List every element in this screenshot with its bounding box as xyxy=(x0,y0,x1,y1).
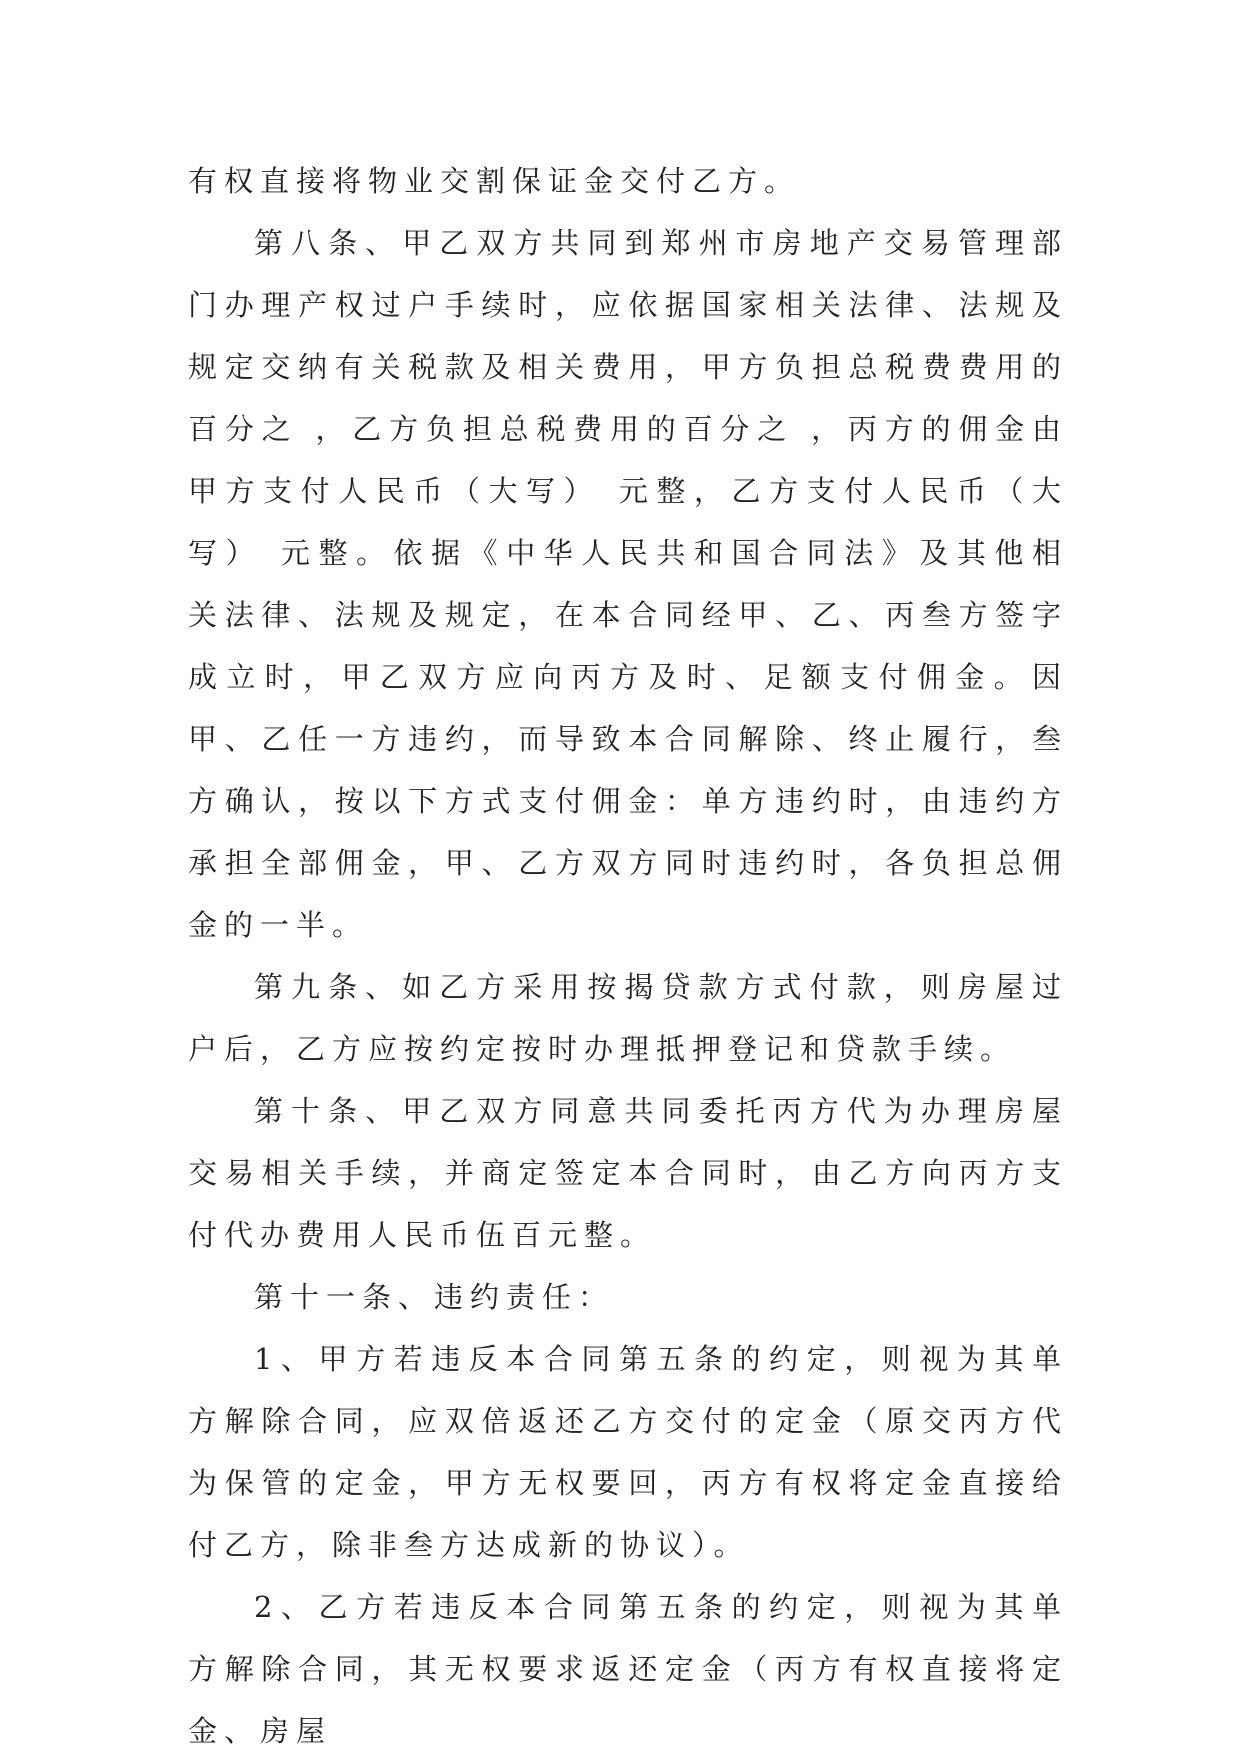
paragraph-article-8: 第八条、甲乙双方共同到郑州市房地产交易管理部门办理产权过户手续时，应依据国家相关法律、法规及规定交纳有关税款及相关费用，甲方负担总税费费用的百分之 ，乙方负担总税费用的百分之 ，丙方的佣金由甲方支付人民币（大写） 元整，乙方支付人民币（大写） 元整。依据《中华人民共和国合同法》及其他相关法律、法规及规定，在本合同经甲、乙、丙叁方签字成立时，甲乙双方应向丙方及时、足额支付佣金。因甲、乙任一方违约，而导致本合同解除、终止履行，叁方确认，按以下方式支付佣金：单方违约时，由违约方承担全部佣金，甲、乙方双方同时违约时，各负担总佣金的一半。 xyxy=(188,226,1068,942)
contract-text xyxy=(188,150,1068,1762)
paragraph-continuation: 有权直接将物业交割保证金交付乙方。 xyxy=(188,164,801,198)
paragraph-article-10: 第十条、甲乙双方同意共同委托丙方代为办理房屋交易相关手续，并商定签定本合同时，由乙方向丙方支付代办费用人民币伍百元整。 xyxy=(188,1094,1068,1252)
paragraph-article-11-heading: 第十一条、违约责任： xyxy=(254,1280,615,1314)
paragraph-clause-2: 2、乙方若违反本合同第五条的约定，则视为其单方解除合同，其无权要求返还定金（丙方有权直接将定金、房屋 xyxy=(188,1590,1068,1748)
paragraph-clause-1: 1、甲方若违反本合同第五条的约定，则视为其单方解除合同，应双倍返还乙方交付的定金（原交丙方代为保管的定金，甲方无权要回，丙方有权将定金直接给付乙方，除非叁方达成新的协议）。 xyxy=(188,1342,1068,1562)
paragraph-article-9: 第九条、如乙方采用按揭贷款方式付款，则房屋过户后，乙方应按约定按时办理抵押登记和贷款手续。 xyxy=(188,970,1068,1066)
